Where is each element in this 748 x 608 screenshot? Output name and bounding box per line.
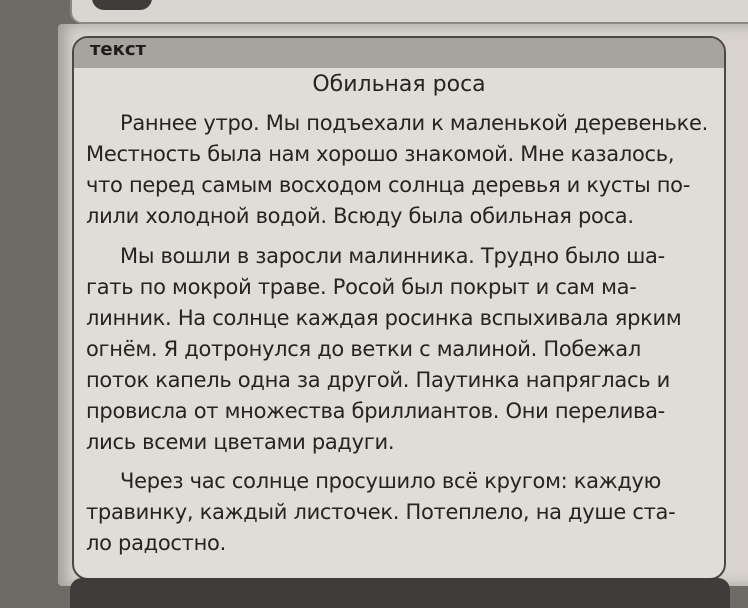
text-box: [72, 36, 726, 580]
text-line: провисла от множества бриллиантов. Они перелива-: [86, 399, 665, 423]
text-line: Через час солнце просушило всё кругом: каждую: [120, 469, 662, 493]
paragraph-1: [86, 108, 718, 232]
text-line: травинку, каждый листочек. Потеплело, на душе ста-: [86, 500, 676, 524]
header-tab: [74, 38, 724, 68]
text-line: огнём. Я дотронулся до ветки с малиной. Побежал: [86, 337, 641, 361]
text-line: лись всеми цветами радуги.: [86, 430, 395, 454]
previous-box-edge: [70, 0, 748, 24]
text-line: гать по мокрой траве. Росой был покрыт и сам ма-: [86, 275, 637, 299]
text-line: что перед самым восходом солнца деревья и кусты по-: [86, 173, 691, 197]
next-box-edge: [70, 578, 730, 608]
previous-box-badge: [92, 0, 152, 10]
text-line: Мы вошли в заросли малинника. Трудно было ша-: [120, 244, 665, 268]
text-line: поток капель одна за другой. Паутинка напряглась и: [86, 368, 670, 392]
text-line: лили холодной водой. Всюду была обильная роса.: [86, 204, 634, 228]
section-label: текст: [90, 39, 146, 60]
text-line: Раннее утро. Мы подъехали к маленькой деревеньке.: [120, 111, 709, 135]
paragraph-2: [86, 241, 718, 458]
text-line: линник. На солнце каждая росинка вспыхивала ярким: [86, 306, 682, 330]
paragraph-3: [86, 466, 718, 559]
text-line: Местность была нам хорошо знакомой. Мне казалось,: [86, 142, 675, 166]
text-line: ло радостно.: [86, 531, 226, 555]
text-title: Обильная роса: [312, 72, 486, 97]
